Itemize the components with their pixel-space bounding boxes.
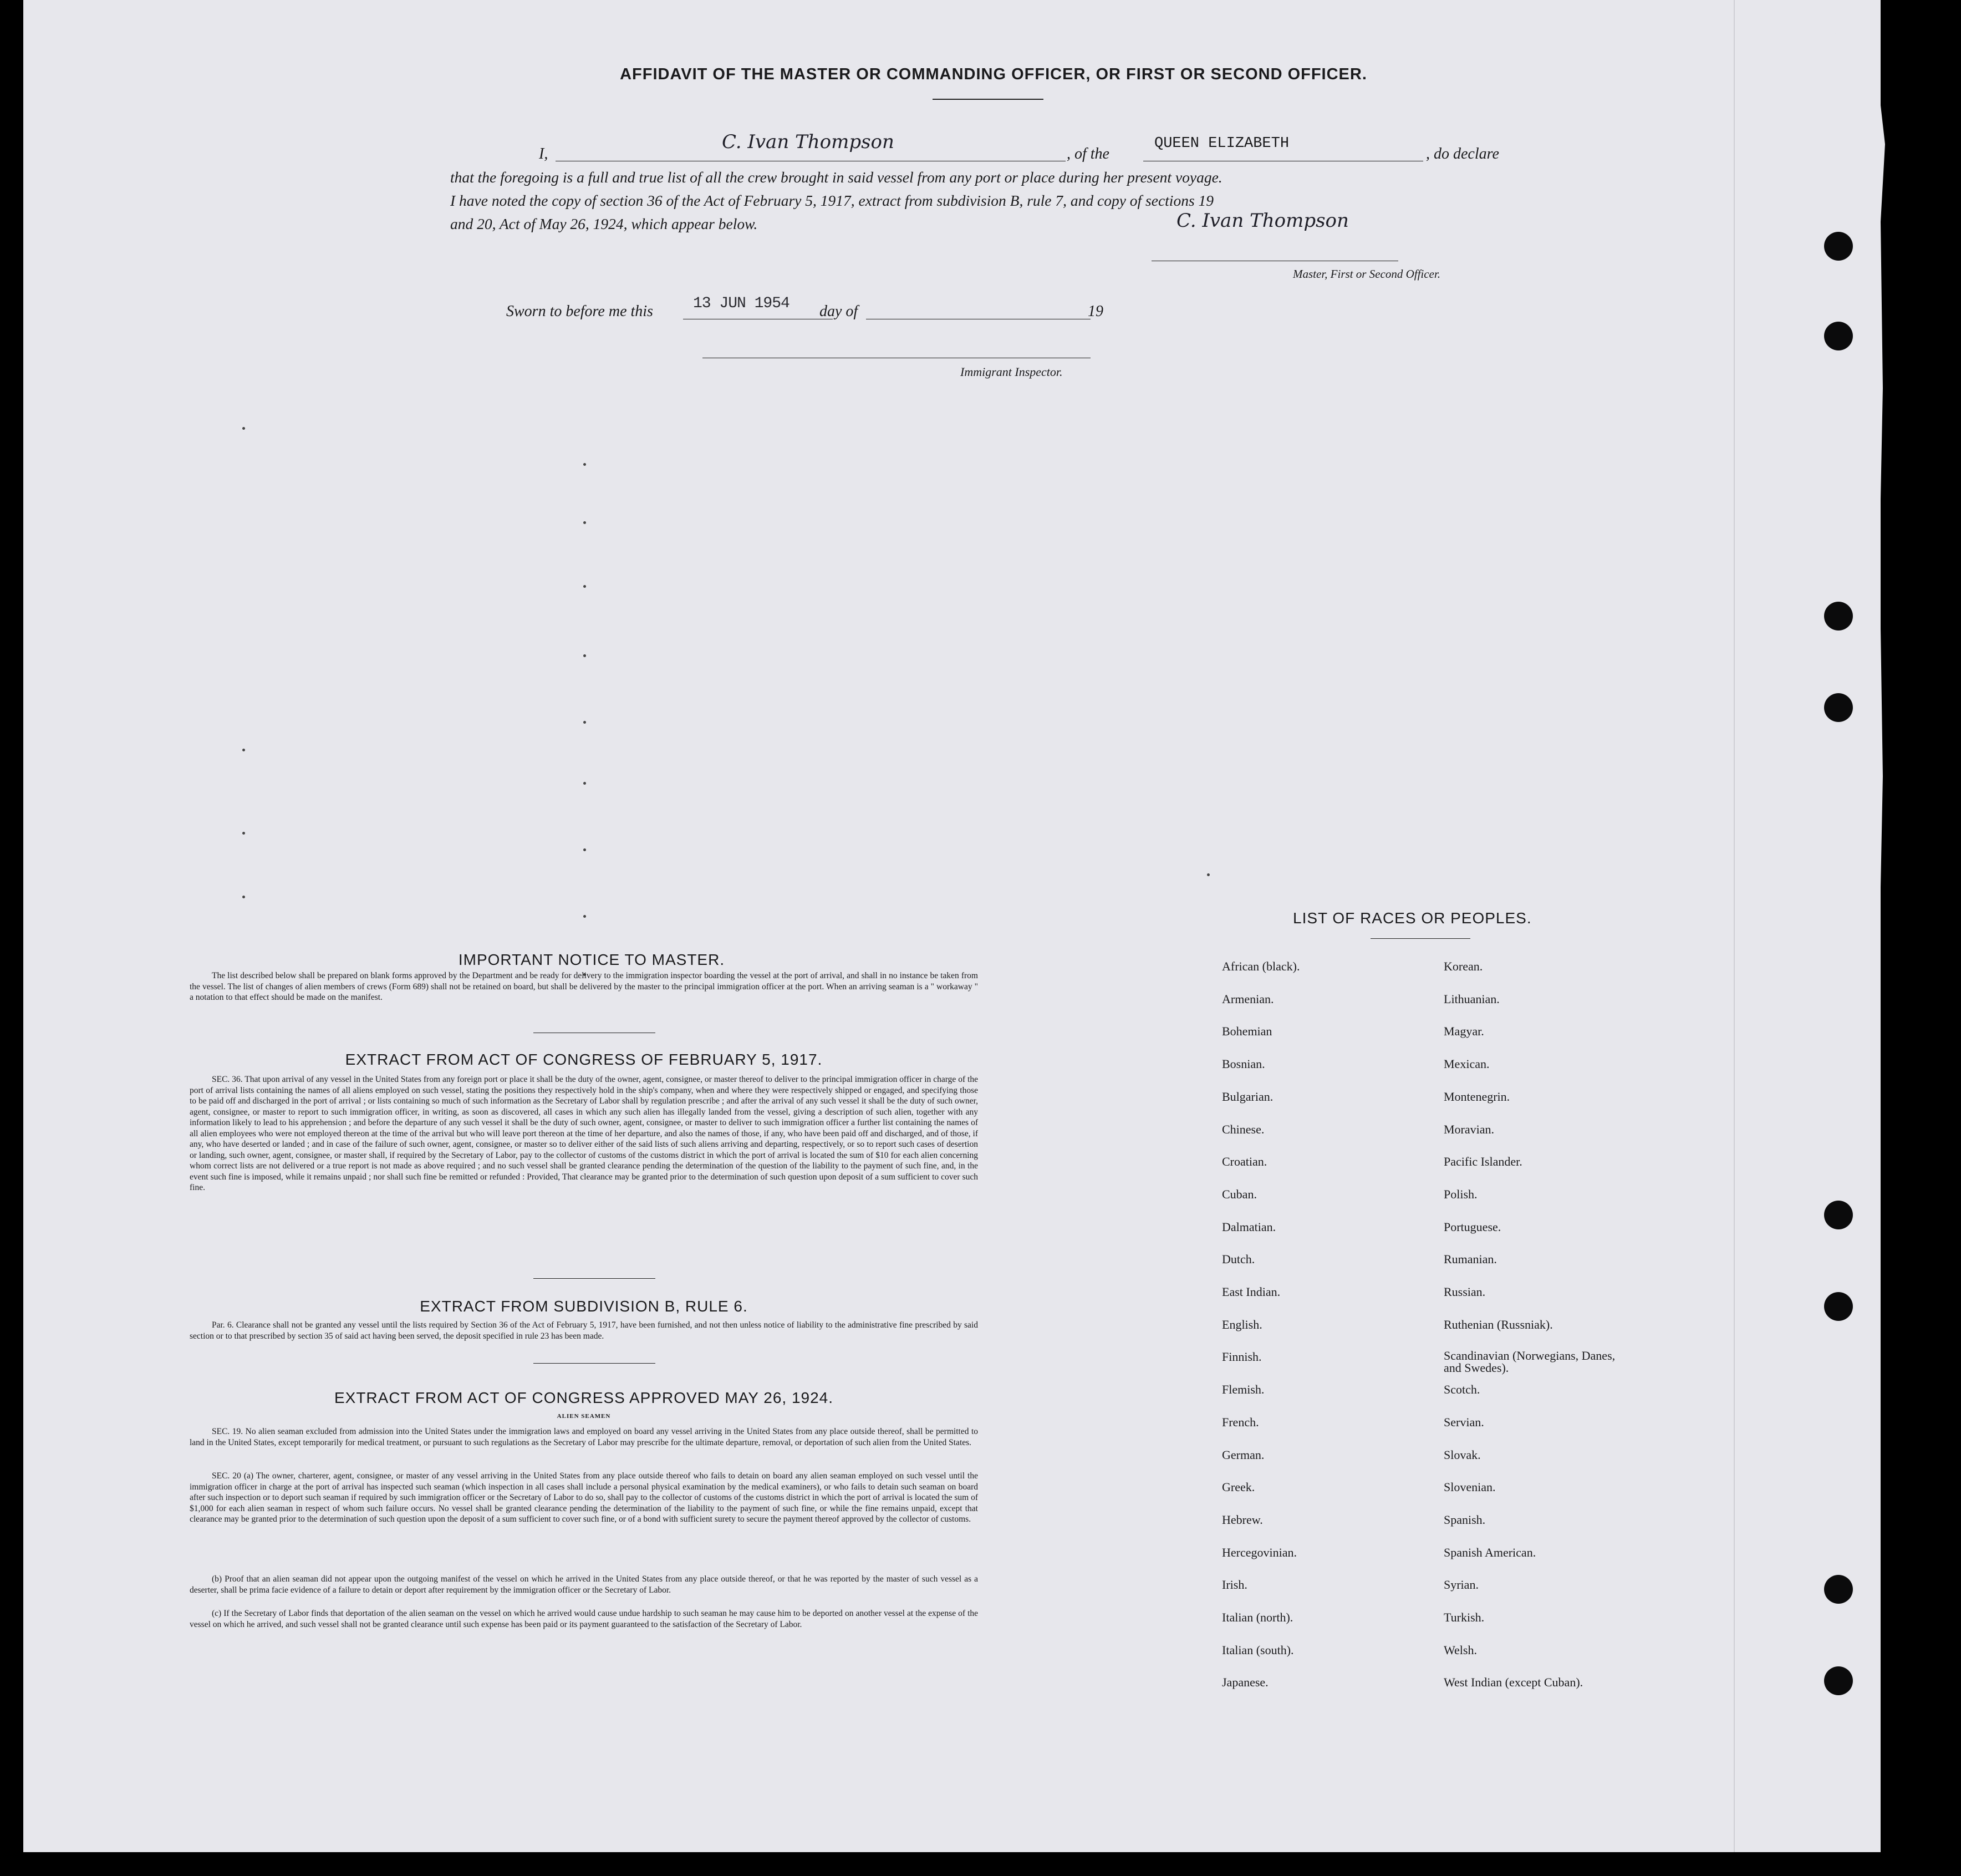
race-item: German.	[1222, 1447, 1265, 1462]
race-item: Ruthenian (Russniak).	[1444, 1317, 1553, 1331]
binder-hole	[1824, 1575, 1853, 1604]
race-item: Russian.	[1444, 1285, 1486, 1299]
section-20a-text: SEC. 20 (a) The owner, charterer, agent, consignee, or master of any vessel arriving in the United States from any place outside thereof who fails to detain on board any alien seaman employed on such vessel until the immigration officer in charge at the port of arrival has inspected such seaman (which inspection in all cases shall include a personal physical examination by the medical examiners), or who fails to detain such seaman on board after such inspection or to deport such seaman if required by such immigration officer or the Secretary of Labor to do so, shall pay to the collector of customs of the customs district in which the port of arrival is located the sum of $1,000 for each alien seaman in respect of whom such failure occurs. No vessel shall be granted clearance pending the determination of the liability to the payment of such fine, or while the fine remains unpaid, except that clearance may be granted prior to the determination of such question upon the deposit of a sum sufficient to cover such fine, or of a bond with sufficient surety to secure the payment thereof approved by the collector of customs.	[190, 1471, 978, 1524]
extract-1924-title: EXTRACT FROM ACT OF CONGRESS APPROVED MAY 26, 1924.	[334, 1389, 834, 1406]
subdivision-b-title: EXTRACT FROM SUBDIVISION B, RULE 6.	[420, 1298, 748, 1315]
race-item: Portuguese.	[1444, 1219, 1501, 1234]
race-item: Bohemian	[1222, 1024, 1272, 1039]
race-item: Italian (south).	[1222, 1643, 1294, 1657]
title-underline	[933, 99, 1043, 100]
race-item: Chinese.	[1222, 1122, 1265, 1136]
notice-title: IMPORTANT NOTICE TO MASTER.	[458, 951, 725, 968]
torn-page-edge	[1752, 0, 1961, 1876]
races-title: LIST OF RACES OR PEOPLES.	[1293, 909, 1532, 927]
binder-hole	[1824, 1201, 1853, 1229]
race-item: Slovak.	[1444, 1447, 1481, 1462]
races-divider	[1371, 938, 1470, 939]
race-item: Italian (north).	[1222, 1610, 1293, 1624]
notice-body: The list described below shall be prepared on blank forms approved by the Department and be ready for delivery to the immigration inspector boarding the vessel at the port of arrival, and shall in no instance be taken from the vessel. The list of changes of alien members of crews (Form 689) shall not be retained on board, but shall be delivered by the master to the principal immigration officer at the port. When an arriving seaman is a " workaway " a notation to that effect should be made on the manifest.	[190, 971, 978, 1002]
race-item: East Indian.	[1222, 1285, 1281, 1299]
race-item: Syrian.	[1444, 1578, 1479, 1592]
race-item: Slovenian.	[1444, 1480, 1496, 1494]
race-item: Montenegrin.	[1444, 1089, 1510, 1104]
race-item: Mexican.	[1444, 1057, 1490, 1071]
race-item: English.	[1222, 1317, 1262, 1331]
race-item: Scandinavian (Norwegians, Danes, and Swedes).	[1444, 1349, 1616, 1375]
affidavit-title: AFFIDAVIT OF THE MASTER OR COMMANDING OFFICER, OR FIRST OR SECOND OFFICER.	[620, 65, 1367, 83]
race-item: Spanish American.	[1444, 1545, 1536, 1559]
race-item: Croatian.	[1222, 1155, 1267, 1169]
race-item: Flemish.	[1222, 1382, 1265, 1397]
extract-1917-title: EXTRACT FROM ACT OF CONGRESS OF FEBRUARY 5, 1917.	[345, 1051, 823, 1068]
binder-hole	[1824, 1666, 1853, 1695]
inspector-caption: Immigrant Inspector.	[960, 365, 1063, 379]
master-caption: Master, First or Second Officer.	[1293, 267, 1440, 281]
section-20c-text: (c) If the Secretary of Labor finds that deportation of the alien seaman on the vessel on which he arrived would cause undue hardship to such seaman he may cause him to be deported on another vessel at the expense of the vessel on which he arrived, and such vessel shall not be granted clearance until such expense has been paid or its payment guaranteed to the satisfaction of the Secretary of Labor.	[190, 1609, 978, 1629]
race-item: Greek.	[1222, 1480, 1255, 1494]
race-item: Japanese.	[1222, 1675, 1269, 1690]
race-item: Hercegovinian.	[1222, 1545, 1297, 1559]
day-of-label: day of	[819, 303, 858, 320]
extract-1917-body: SEC. 36. That upon arrival of any vessel in the United States from any foreign port or place it shall be the duty of the owner, agent, consignee, or master thereof to deliver to the principal immigration officer in charge of the port of arrival lists containing the names of all aliens employed on such vessel, stating the positions they respectively hold in the ship's company, when and where they were respectively shipped or engaged, and specifying those to be paid off and discharged in the port of arrival ; or lists containing so much of such information as the Secretary of Labor shall by regulation prescribe ; and after the arrival of any such vessel it shall be the duty of such owner, agent, consignee, or master to report to such immigration officer, in writing, as soon as discovered, all cases in which any such alien has illegally landed from the vessel, giving a description of such alien, together with any information likely to lead to his apprehension ; and before the departure of any such vessel it shall be the duty of such owner, agent, consignee, or master to deliver to such immigration officer a further list containing the names of all alien employees who were not employed thereon at the time of the arrival but who will leave port thereon at the time of her departure, and also the names of those, if any, who have been paid off and discharged, and of those, if any, who have deserted or landed ; and in case of the failure of such owner, agent, consignee, or master so to deliver either of the said lists of such aliens arriving and departing, respectively, or so to report such cases of desertion or landing, such owner, agent, consignee, or master shall, if required by the Secretary of Labor, pay to the collector of customs of the customs district in which the port of arrival is located the sum of $10 for each alien concerning whom correct lists are not delivered or a true report is not made as above required ; and no such vessel shall be granted clearance pending the determination of the question of the liability to the payment of such fine, and, in the event such fine is imposed, while it remains unpaid ; nor shall such fine be remitted or refunded : Provided, That clearance may be granted prior to the determination of such question upon deposit of a sum sufficient to cover such fine.	[190, 1075, 978, 1192]
do-declare-label: , do declare	[1426, 145, 1499, 162]
race-item: Cuban.	[1222, 1187, 1257, 1201]
section-19-text: SEC. 19. No alien seaman excluded from admission into the United States under the immigration laws and employed on board any vessel arriving in the United States from any place outside thereof, shall be permitted to land in the United States, except temporarily for medical treatment, or pursuant to such regulations as the Secretary of Labor may prescribe for the ultimate departure, removal, or deportation of such alien from the United States.	[190, 1427, 978, 1447]
affidavit-i-label: I,	[539, 145, 548, 162]
race-item: Scotch.	[1444, 1382, 1480, 1397]
race-item: Dalmatian.	[1222, 1219, 1276, 1234]
race-item: African (black).	[1222, 959, 1300, 973]
race-item: Finnish.	[1222, 1350, 1262, 1364]
section-20b-text: (b) Proof that an alien seaman did not appear upon the outgoing manifest of the vessel on which he arrived in the United States from any place outside thereof, or that he was reported by the master of such vessel as a deserter, shall be prima facie evidence of a failure to detain or deport after requirement by the immigration officer or the Secretary of Labor.	[190, 1574, 978, 1595]
officer-signature: C. Ivan Thompson	[722, 131, 894, 153]
race-item: Polish.	[1444, 1187, 1478, 1201]
race-item: Servian.	[1444, 1415, 1484, 1429]
binder-hole	[1824, 602, 1853, 631]
race-item: Turkish.	[1444, 1610, 1485, 1624]
race-item: Lithuanian.	[1444, 992, 1500, 1006]
race-item: Armenian.	[1222, 992, 1274, 1006]
affidavit-line-3: I have noted the copy of section 36 of the Act of February 5, 1917, extract from subdivision B, rule 7, and copy of sections 19	[450, 192, 1214, 209]
subdivision-b-body: Par. 6. Clearance shall not be granted any vessel until the lists required by Section 36 of the Act of February 5, 1917, have been furnished, and not then unless notice of liability to the administrative fine prescribed by said section or to that prescribed by section 35 of said act having been served, the deposit specified in rule 23 has been made.	[190, 1320, 978, 1341]
extract-1917-divider	[533, 1278, 655, 1279]
binder-hole	[1824, 693, 1853, 722]
affidavit-line-4: and 20, Act of May 26, 1924, which appear below.	[450, 215, 758, 232]
alien-seamen-subtitle: ALIEN SEAMEN	[557, 1413, 611, 1420]
race-item: Spanish.	[1444, 1512, 1486, 1527]
race-item: Magyar.	[1444, 1024, 1484, 1039]
binder-hole	[1824, 232, 1853, 261]
race-item: Bulgarian.	[1222, 1089, 1274, 1104]
subdivision-b-divider	[533, 1363, 655, 1364]
race-item: Welsh.	[1444, 1643, 1477, 1657]
binder-hole	[1824, 322, 1853, 350]
race-item: Rumanian.	[1444, 1252, 1497, 1267]
race-item: Bosnian.	[1222, 1057, 1265, 1071]
race-item: Pacific Islander.	[1444, 1155, 1522, 1169]
race-item: Irish.	[1222, 1578, 1247, 1592]
binder-hole	[1824, 1292, 1853, 1321]
master-signature: C. Ivan Thompson	[1176, 210, 1349, 232]
race-item: Moravian.	[1444, 1122, 1495, 1136]
of-the-label: , of the	[1067, 145, 1109, 162]
sworn-prefix: Sworn to before me this	[506, 303, 653, 320]
document-page	[23, 0, 1881, 1852]
race-item: West Indian (except Cuban).	[1444, 1675, 1583, 1690]
race-item: Hebrew.	[1222, 1512, 1263, 1527]
race-item: Korean.	[1444, 959, 1483, 973]
race-item: Dutch.	[1222, 1252, 1255, 1267]
year-prefix: 19	[1088, 303, 1103, 320]
vessel-name: QUEEN ELIZABETH	[1154, 135, 1290, 152]
race-item: French.	[1222, 1415, 1259, 1429]
sworn-date-stamp: 13 JUN 1954	[693, 295, 790, 312]
affidavit-line-2: that the foregoing is a full and true list of all the crew brought in said vessel from any port or place during her present voyage.	[450, 169, 1223, 186]
